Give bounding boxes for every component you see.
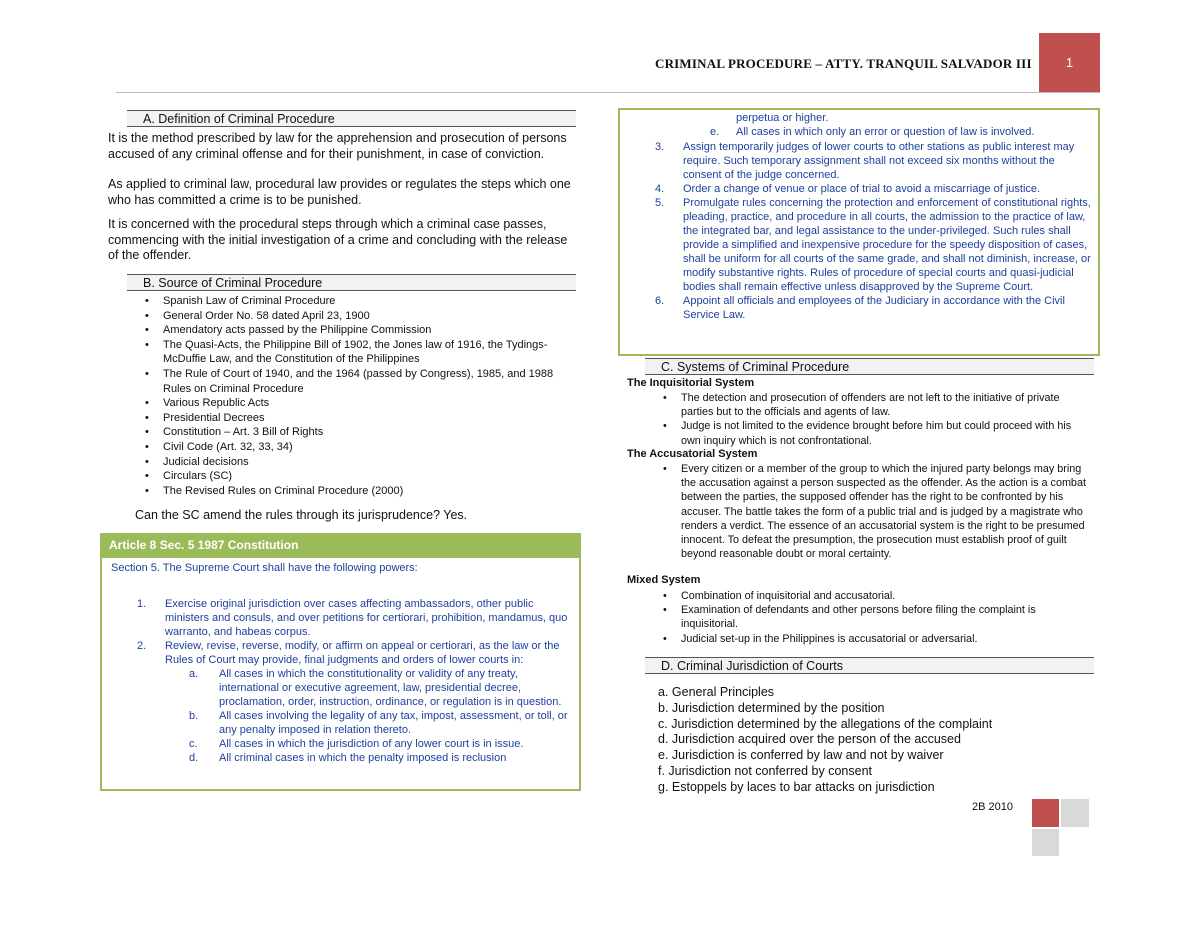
mixed-system-item: • Examination of defendants and other persons before filing the complaint is inquisitorial. [681,603,1091,631]
item-e-number: e. [710,126,720,138]
inquisitorial-item: • The detection and prosecution of offenders are not left to the initiative of private parties but to the officials and agents of law. [681,391,1091,419]
power-2-subitem [189,751,569,765]
power-text: Order a change of venue or place of trial to avoid a miscarriage of justice. [683,183,1041,195]
section-c-heading: C. Systems of Criminal Procedure [645,358,1094,375]
source-list-item: • The Revised Rules on Criminal Procedure (2000) [163,484,583,499]
jurisdiction-item: e. Jurisdiction is conferred by law and not by waiver [658,748,944,763]
power-item [137,597,575,639]
power-text: Exercise original jurisdiction over cases affecting ambassadors, other public ministers and consuls, and over petitions for certiorari, prohibition, mandamus, quo warranto, and habeas corpus. [165,598,568,638]
page-number: 1 [1065,55,1074,70]
section-a-para-1: It is the method prescribed by law for the apprehension and prosecution of persons accused of any criminal offense and for their punishment, in case of conviction. [108,131,567,161]
section-a-para-3: It is concerned with the procedural steps through which a criminal case passes, commencing with the initial investigation of a crime and concluding with the release of the offender. [108,217,568,262]
source-list-item: • Judicial decisions [163,455,583,470]
mixed-system-item: • Combination of inquisitorial and accusatorial. [681,589,1091,603]
power-text: Promulgate rules concerning the protection and enforcement of constitutional rights, pleading, practice, and procedure in all courts, the admission to the practice of law, the integrated bar, and legal assistance to the under-privileged. Such rules shall provide a simplified and inexpensive procedure for the speedy disposition of cases, shall be uniform for all courts of the same grade, and shall not diminish, increase, or modify substantive rights. Rules of procedure of special courts and quasi-judicial bodies shall remain effective unless disapproved by the Supreme Court. [683,197,1091,293]
footer-text: 2B 2010 [972,801,1013,813]
power-item [137,639,575,765]
power-text: Review, revise, reverse, modify, or affirm on appeal or certiorari, as the law or the Rules of Court may provide, final judgments and orders of lower courts in: [165,640,560,666]
page-number-box [1039,33,1100,92]
jurisdiction-item: c. Jurisdiction determined by the allegations of the complaint [658,716,993,731]
decor-square-gray [1061,799,1089,827]
power-2-subitem [189,737,569,751]
power-2-subitems [189,667,569,765]
power-2-subitem [189,667,569,709]
powers-list-continued [655,140,1095,322]
section-a-para-2: As applied to criminal law, procedural law provides or regulates the steps which one who has committed a crime is to be punished. [108,177,571,207]
item-d-continued: perpetua or higher. [736,112,829,124]
source-list-item: • Presidential Decrees [163,411,583,426]
subitem-letter: d. [189,752,199,764]
subitem-text: All cases in which the constitutionality or validity of any treaty, international or executive agreement, law, presidential decree, proclamation, order, instruction, ordinance, or regulation is in question. [219,668,562,708]
power-item [655,182,1095,196]
article-8-continued-box [618,108,1100,356]
inquisitorial-item: • Judge is not limited to the evidence brought before him but could proceed with his own inquiry which is not confrontational. [681,419,1091,447]
jurisdiction-item: g. Estoppels by laces to bar attacks on jurisdiction [658,779,935,794]
power-number: 5. [655,197,665,209]
document-header-title: CRIMINAL PROCEDURE – ATTY. TRANQUIL SALVADOR III [655,56,1032,71]
subitem-letter: c. [189,738,198,750]
power-text: Appoint all officials and employees of the Judiciary in accordance with the Civil Service Law. [683,295,1065,321]
inquisitorial-label: The Inquisitorial System [627,377,755,389]
power-text: Assign temporarily judges of lower courts to other stations as public interest may require. Such temporary assignment shall not exceed six months without the consent of the judge concerned. [683,141,1075,181]
source-list [163,294,583,498]
jurisdiction-list [658,685,1088,796]
mixed-system-label: Mixed System [627,574,701,586]
subitem-text: All cases involving the legality of any tax, impost, assessment, or toll, or any penalty imposed in relation thereto. [219,710,568,736]
mixed-system-item: • Judicial set-up in the Philippines is accusatorial or adversarial. [681,632,1091,646]
jurisdiction-item: b. Jurisdiction determined by the position [658,700,885,715]
source-list-item: • The Quasi-Acts, the Philippine Bill of 1902, the Jones law of 1916, the Tydings-McDuffie Law, and the Constitution of the Philippines [163,338,583,367]
source-list-item: • Circulars (SC) [163,469,583,484]
article-8-box [100,533,581,791]
mixed-system-list [681,589,1091,646]
accusatorial-label: The Accusatorial System [627,448,758,460]
subitem-text: All criminal cases in which the penalty imposed is reclusion [219,752,507,764]
article-box-heading: Article 8 Sec. 5 1987 Constitution [102,535,579,558]
sc-question: Can the SC amend the rules through its jurisprudence? Yes. [135,508,468,522]
jurisdiction-item: f. Jurisdiction not conferred by consent [658,763,873,778]
article-intro: Section 5. The Supreme Court shall have the following powers: [111,562,418,574]
header-rule [116,92,1100,93]
jurisdiction-item: a. General Principles [658,685,775,699]
power-item [655,140,1095,182]
subitem-letter: a. [189,668,199,680]
accusatorial-list [681,462,1091,561]
source-list-item: • Spanish Law of Criminal Procedure [163,294,583,309]
section-a-heading: A. Definition of Criminal Procedure [127,110,576,127]
power-item [655,294,1095,322]
power-number: 3. [655,141,665,153]
source-list-item: • The Rule of Court of 1940, and the 1964 (passed by Congress), 1985, and 1988 Rules on Criminal Procedure [163,367,583,396]
decor-square-gray [1032,829,1059,856]
source-list-item: • Civil Code (Art. 32, 33, 34) [163,440,583,455]
jurisdiction-item: d. Jurisdiction acquired over the person of the accused [658,732,961,747]
subitem-letter: b. [189,710,199,722]
item-e-text: All cases in which only an error or question of law is involved. [736,126,1035,138]
source-list-item: • General Order No. 58 dated April 23, 1900 [163,309,583,324]
power-number: 1. [137,598,147,610]
decor-square-red [1032,799,1059,827]
source-list-item: • Amendatory acts passed by the Philippine Commission [163,323,583,338]
inquisitorial-list [681,391,1091,448]
source-list-item: • Constitution – Art. 3 Bill of Rights [163,425,583,440]
power-number: 4. [655,183,665,195]
subitem-text: All cases in which the jurisdiction of any lower court is in issue. [219,738,524,750]
power-item [655,196,1095,294]
accusatorial-item: • Every citizen or a member of the group to which the injured party belongs may bring the accusation against a person suspected as the offender. As the action is a combat between the parties, the supposed offender has the right to be confronted by his accuser. The battle takes the form of a public trial and is judged by a magistrate who renders a verdict. The essence of an accusatorial system is the right to be presumed innocent. To defeat the presumption, the prosecution must establish proof of guilt beyond reasonable doubt or moral certainty. [681,462,1091,561]
power-number: 6. [655,295,665,307]
power-number: 2. [137,640,147,652]
power-2-subitem [189,709,569,737]
section-b-heading: B. Source of Criminal Procedure [127,274,576,291]
section-d-heading: D. Criminal Jurisdiction of Courts [645,657,1094,674]
item-e [710,126,1096,138]
powers-list [137,597,575,765]
source-list-item: • Various Republic Acts [163,396,583,411]
